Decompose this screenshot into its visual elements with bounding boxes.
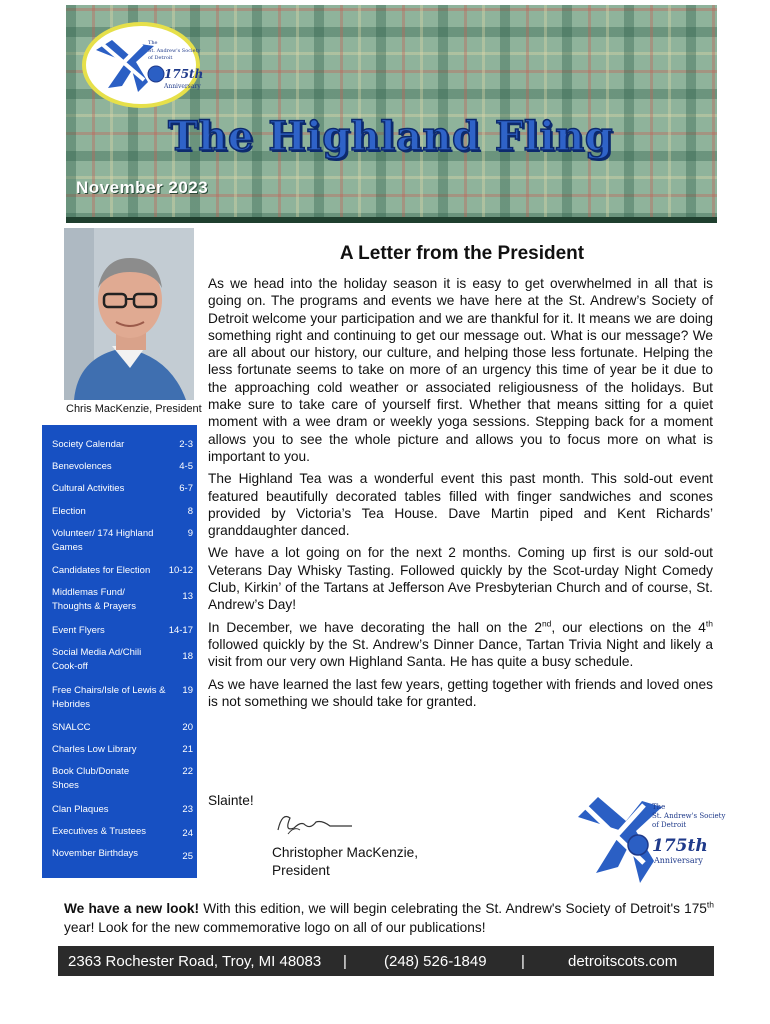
toc-label: Benevolences xyxy=(52,461,112,472)
toc-page: 25 xyxy=(182,851,193,862)
letter-title: A Letter from the President xyxy=(339,243,585,264)
notice-heading: We have a new look! xyxy=(64,901,200,916)
toc-label: Executives & Trustees xyxy=(52,826,146,837)
table-of-contents xyxy=(42,425,197,878)
logo-text-anniversary: Anniversary xyxy=(654,856,703,865)
footer-address: 2363 Rochester Road, Troy, MI 48083 xyxy=(68,953,322,970)
footer-phone[interactable]: (248) 526-1849 xyxy=(384,953,487,970)
toc-label: Middlemas Fund/ Thoughts & Prayers xyxy=(52,587,136,612)
toc-label: Clan Plaques xyxy=(52,804,109,815)
toc-page: 4-5 xyxy=(179,461,193,472)
anniversary-logo xyxy=(570,787,726,887)
signature-icon xyxy=(270,808,356,838)
signer-title: President xyxy=(272,863,330,878)
toc-label: Social Media Ad/Chili Cook-off xyxy=(52,647,142,672)
logo-text-175th: 175th xyxy=(652,836,708,856)
photo-caption: Chris MacKenzie, President xyxy=(66,403,202,415)
letter-paragraph xyxy=(208,619,713,671)
president-photo xyxy=(64,228,194,400)
toc-label: SNALCC xyxy=(52,722,91,733)
notice-text: year! Look for the new commemorative logo on all of our publications! xyxy=(64,920,486,935)
toc-page: 6-7 xyxy=(179,483,193,494)
contact-footer xyxy=(58,946,714,976)
toc-label: Candidates for Election xyxy=(52,565,151,576)
ordinal-suffix: th xyxy=(705,618,713,629)
logo-text-detroit: of Detroit xyxy=(148,55,173,61)
toc-page: 9 xyxy=(187,528,193,539)
logo-text-the: The xyxy=(652,803,666,811)
toc-label: Charles Low Library xyxy=(52,744,137,755)
ordinal-suffix: th xyxy=(706,899,714,910)
footer-separator: | xyxy=(343,953,347,970)
toc-page: 18 xyxy=(182,651,193,662)
toc-label: Free Chairs/Isle of Lewis & Hebrides xyxy=(52,685,166,710)
paragraph-text: followed quickly by the St. Andrew’s Dinner Dance, Tartan Trivia Night and likely a visit from our very own Highland Santa. He has quite a busy schedule. xyxy=(208,636,713,670)
president-portrait-icon xyxy=(64,228,194,400)
letter-paragraph: The Highland Tea was a wonderful event this past month. This sold-out event featured beautifully decorated tables filled with finger sandwiches and scones provided by Victoria’s Tea House. Dave Martin piped and Kent Richards’ granddaughter danced. xyxy=(208,471,713,539)
notice-text: With this edition, we will begin celebrating the St. Andrew's Society of Detroit's 175 xyxy=(199,901,707,916)
footer-website-link[interactable]: detroitscots.com xyxy=(568,953,678,970)
signer-block xyxy=(272,844,418,880)
issue-date: November 2023 xyxy=(76,178,209,197)
logo-text-175th: 175th xyxy=(164,67,204,81)
toc-page: 13 xyxy=(182,591,193,602)
ordinal-suffix: nd xyxy=(541,618,552,629)
toc-page: 14-17 xyxy=(168,625,193,636)
logo-text-society: St. Andrew's Society xyxy=(148,48,201,54)
toc-label: Volunteer/ 174 Highland Games xyxy=(52,528,154,553)
footer-separator: | xyxy=(521,953,525,970)
header-banner xyxy=(66,5,717,223)
toc-label: Event Flyers xyxy=(52,625,105,636)
letter-paragraph: As we have learned the last few years, getting together with friends and loved ones is not something we should take for granted. xyxy=(208,676,713,709)
newsletter-title: The Highland Fling xyxy=(168,113,614,160)
logo-text-detroit: of Detroit xyxy=(652,821,687,829)
society-logo xyxy=(82,22,204,108)
letter-body xyxy=(208,275,713,715)
toc-page: 23 xyxy=(182,804,193,815)
toc-label: November Birthdays xyxy=(52,848,139,859)
letter-paragraph: We have a lot going on for the next 2 months. Coming up first is our sold-out Veterans Day Whisky Tasting. Followed quickly by the Scot-urday Night Comedy Club, Kirkin’ of the Tartans at Jefferson Ave Presbyterian Church and of course, St. Andrew’s Day! xyxy=(208,545,713,613)
new-look-notice xyxy=(64,899,714,937)
toc-label: Election xyxy=(52,506,86,517)
toc-page: 10-12 xyxy=(168,565,193,576)
toc-page: 20 xyxy=(182,722,193,733)
toc-label: Cultural Activities xyxy=(52,483,125,494)
signer-name: Christopher MacKenzie, xyxy=(272,845,419,860)
paragraph-text: In December, we have decorating the hall on the 2 xyxy=(208,619,542,635)
toc-page: 19 xyxy=(182,685,193,696)
toc-label: Book Club/Donate Shoes xyxy=(52,766,130,791)
toc-page: 24 xyxy=(182,828,193,839)
toc-page: 2-3 xyxy=(179,439,193,450)
logo-text-anniversary: Anniversary xyxy=(164,83,201,90)
logo-text-society: St. Andrew's Society xyxy=(652,812,726,820)
letter-paragraph: As we head into the holiday season it is easy to get overwhelmed in all that is going on. The programs and events we have here at the St. Andrew’s Society of Detroit welcome your participation and we are thankful for it. It means we are doing something right and continuing to get our message out. What is our message? We are all about our history, our culture, and helping those less fortunate. Helping the less fortunate seems to take on more of an urgency this time of year be it due to the approaching cold weather or associated religiousness of the holidays. But make sure to take care of yourself first. Whether that means sitting for a quiet moment with a wee dram or weekly yoga sessions. Stepping back for a moment allows you to see the whole picture and allows you to focus more on what is important to you. xyxy=(208,276,713,464)
toc-page: 22 xyxy=(182,766,193,777)
banner-divider xyxy=(66,217,717,223)
logo-text-the: The xyxy=(148,40,158,46)
letter-salutation: Slainte! xyxy=(208,793,254,808)
toc-page: 8 xyxy=(187,506,193,517)
paragraph-text: , our elections on the 4 xyxy=(551,619,706,635)
toc-page: 21 xyxy=(182,744,193,755)
toc-label: Society Calendar xyxy=(52,439,125,450)
